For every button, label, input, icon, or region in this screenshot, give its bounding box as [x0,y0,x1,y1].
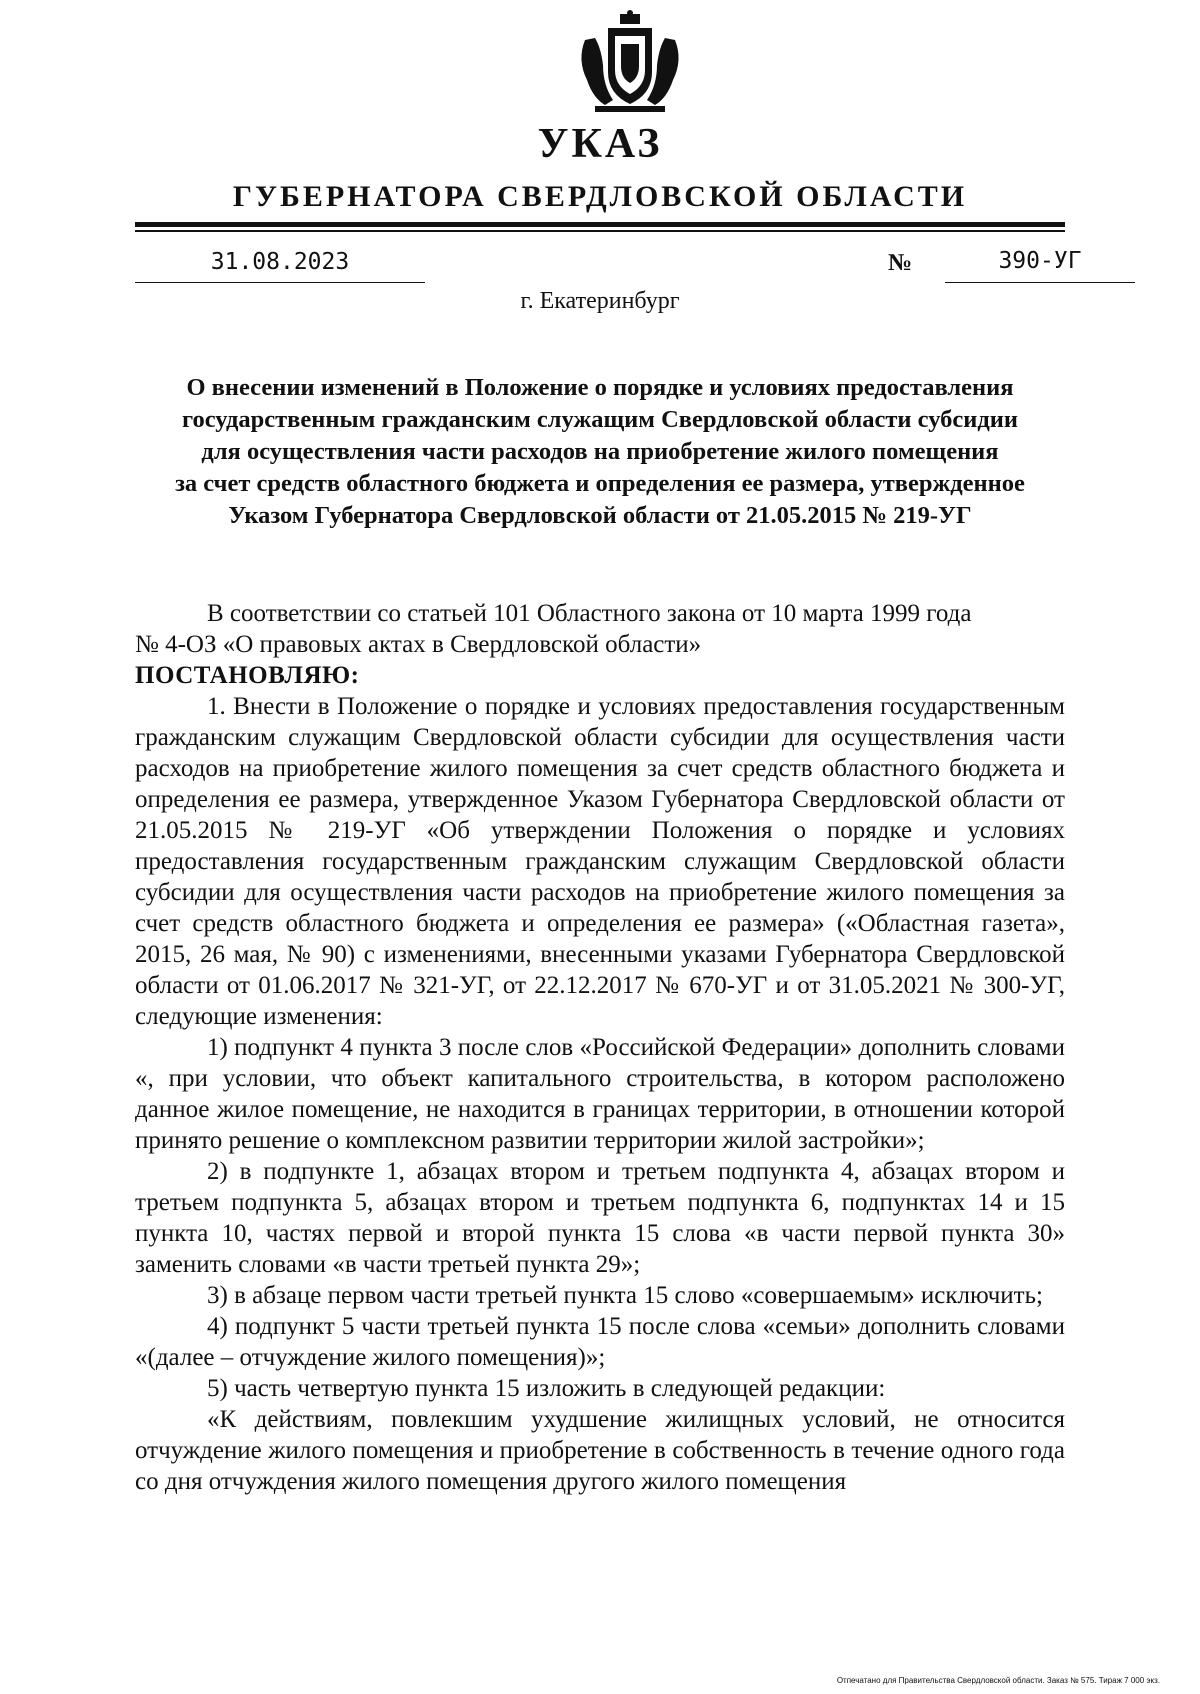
document-date: 31.08.2023 [135,246,425,283]
subitem-3: 3) в абзаце первом части третьей пункта 15 слово «совершаемым» исключить; [207,1282,1043,1309]
heading-line: О внесении изменений в Положение о порядке и условиях предоставления [186,374,1014,401]
print-note: Отпечатано для Правительства Свердловской области. Заказ № 575. Тираж 7 000 экз. [836,1676,1160,1685]
coat-of-arms-icon [575,10,685,115]
document-issuer: ГУБЕРНАТОРА СВЕРДЛОВСКОЙ ОБЛАСТИ [232,180,968,213]
subitem-2: 2) в подпункте 1, абзацах втором и третьем подпункта 4, абзацах втором и третьем подпункта 5, абзацах втором и третьем подпункта 6, подпунктах 14 и 15 пункта 10, частях первой и второй пункта 15 слова «в части первой пункта 30» заменить словами «в части третьей пункта 29»; [135,1158,1065,1278]
subitem-5: 5) часть четвертую пункта 15 изложить в следующей редакции: [207,1375,886,1402]
preamble-continuation: № 4-ОЗ «О правовых актах в Свердловской области» [135,631,702,658]
decree-word: ПОСТАНОВЛЯЮ: [135,662,360,689]
document-body [135,598,1065,1497]
document-title: УКАЗ [537,121,663,167]
preamble: В соответствии со статьей 101 Областного закона от 10 марта 1999 года [207,600,972,627]
document-heading [135,372,1065,532]
header-divider-thick [135,222,1065,227]
header-divider-thin [135,230,1065,232]
quoted-text: «К действиям, повлекшим ухудшение жилищных условий, не относится отчуждение жилого помещения и приобретение в собственность в течение одного года со дня отчуждения жилого помещения другого жилого помещения [135,1406,1065,1495]
number-sign: № [888,250,913,276]
document-city: г. Екатеринбург [520,288,680,314]
heading-line: за счет средств областного бюджета и определения ее размера, утвержденное [175,470,1025,497]
heading-line: для осуществления части расходов на приобретение жилого помещения [201,438,999,465]
document-number: 390-УГ [945,246,1135,283]
heading-line: Указом Губернатора Свердловской области от 21.05.2015 № 219-УГ [228,502,972,529]
subitem-1: 1) подпункт 4 пункта 3 после слов «Российской Федерации» дополнить словами «, при условии, что объект капитального строительства, в котором расположено данное жилое помещение, не находится в границах территории, в отношении которой принято решение о комплексном развитии территории жилой застройки»; [135,1034,1065,1154]
item-1: 1. Внести в Положение о порядке и условиях предоставления государственным гражданским служащим Свердловской области субсидии для осуществления части расходов на приобретение жилого помещения за счет средств областного бюджета и определения ее размера, утвержденное Указом Губернатора Свердловской области от 21.05.2015 № 219-УГ «Об утверждении Положения о порядке и условиях предоставления государственным гражданским служащим Свердловской области субсидии для осуществления части расходов на приобретение жилого помещения за счет средств областного бюджета и определения ее размера» («Областная газета», 2015, 26 мая, № 90) с изменениями, внесенными указами Губернатора Свердловской области от 01.06.2017 № 321-УГ, от 22.12.2017 № 670-УГ и от 31.05.2021 № 300-УГ, следующие изменения: [135,693,1065,1030]
heading-line: государственным гражданским служащим Свердловской области субсидии [181,406,1019,433]
subitem-4: 4) подпункт 5 части третьей пункта 15 после слова «семьи» дополнить словами «(далее – отчуждение жилого помещения)»; [135,1313,1065,1371]
